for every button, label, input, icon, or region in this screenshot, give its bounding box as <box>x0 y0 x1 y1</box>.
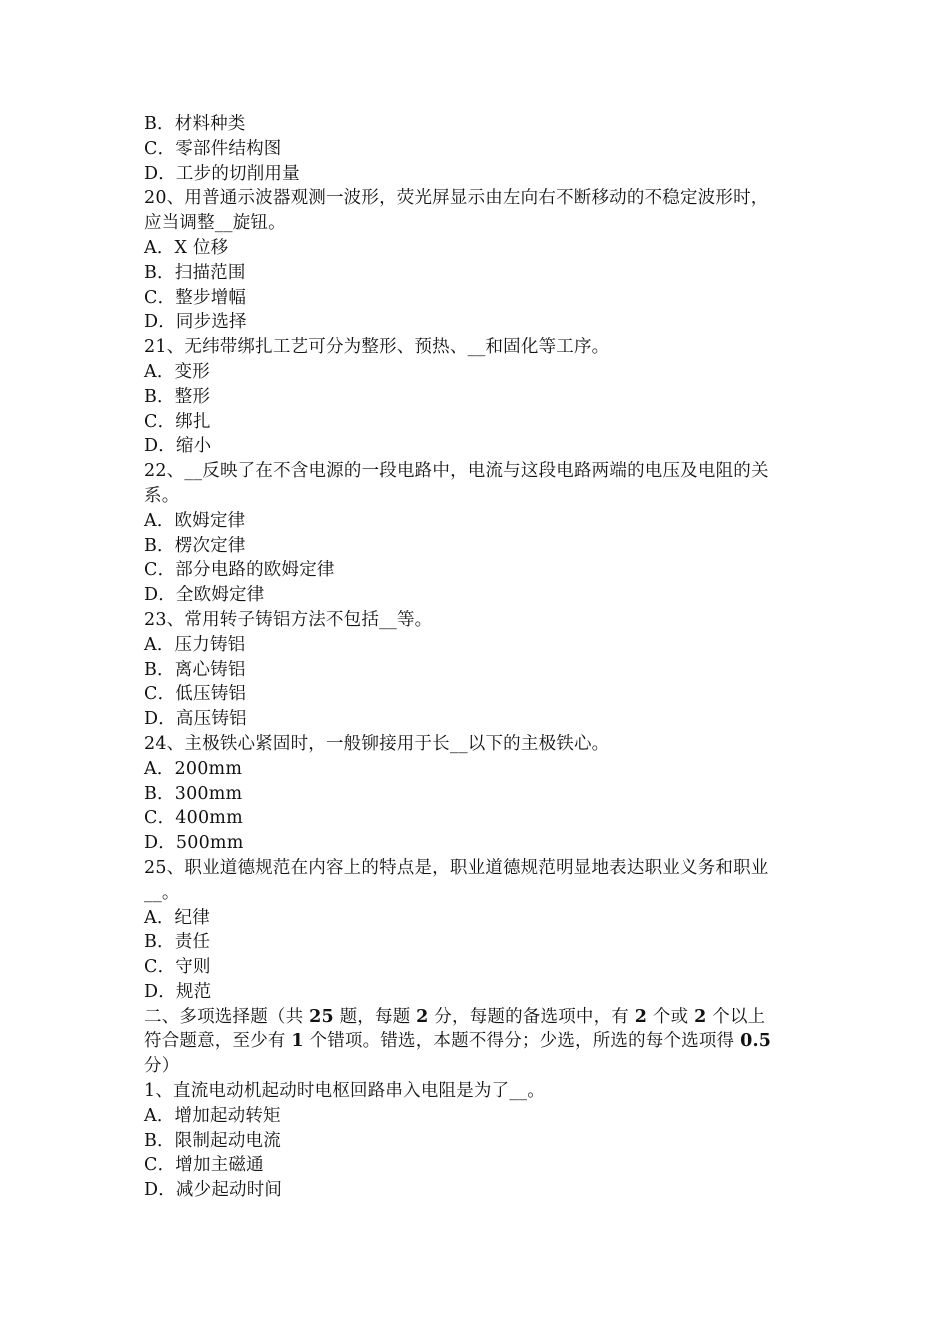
q20-option-d: D．同步选择 <box>144 312 247 333</box>
q24-option-b: B．300mm <box>144 783 243 804</box>
q25-option-c: C．守则 <box>144 957 211 978</box>
q20-stem-line1: 20、用普通示波器观测一波形，荧光屏显示由左向右不断移动的不稳定波形时， <box>144 188 769 209</box>
q24-stem: 24、主极铁心紧固时，一般铆接用于长__以下的主极铁心。 <box>144 733 610 754</box>
m1-option-c: C．增加主磁通 <box>144 1155 264 1176</box>
q25-option-d: D．规范 <box>144 981 212 1002</box>
section2-points-per-question: 2 <box>416 1006 429 1027</box>
q25-stem-line2: __。 <box>144 882 180 903</box>
q23-option-d: D．高压铸铝 <box>144 709 247 730</box>
q22-stem-line2: 系。 <box>144 485 180 506</box>
q20-option-b: B．扫描范围 <box>144 262 246 283</box>
q19-option-d: D．工步的切削用量 <box>144 163 300 184</box>
m1-option-b: B．限制起动电流 <box>144 1130 281 1151</box>
section2-question-count: 25 <box>309 1006 334 1027</box>
section2-heading-line1 <box>144 1005 808 1030</box>
q24-option-d: D．500mm <box>144 833 244 854</box>
section2-text: 分，每题的备选项中，有 <box>428 1006 635 1027</box>
q23-option-c: C．低压铸铝 <box>144 684 247 705</box>
q22-option-c: C．部分电路的欧姆定律 <box>144 560 335 581</box>
section2-text: 个错项。错选，本题不得分；少选，所选的每个选项得 <box>303 1031 741 1052</box>
q22-option-b: B．楞次定律 <box>144 535 246 556</box>
section2-number: 2 <box>694 1006 707 1027</box>
q22-option-a: A．欧姆定律 <box>144 510 246 531</box>
q20-option-c: C．整步增幅 <box>144 287 247 308</box>
section2-text: 二、多项选择题（共 <box>144 1006 310 1027</box>
q24-option-a: A．200mm <box>144 758 243 779</box>
q21-option-a: A．变形 <box>144 361 210 382</box>
q23-stem: 23、常用转子铸铝方法不包括__等。 <box>144 609 433 630</box>
document-page <box>144 112 808 1203</box>
q25-option-b: B．责任 <box>144 932 211 953</box>
m1-option-d: D．减少起动时间 <box>144 1180 283 1201</box>
section2-text: 个以上 <box>706 1006 766 1027</box>
q21-option-c: C．绑扎 <box>144 411 211 432</box>
q23-option-b: B．离心铸铝 <box>144 659 246 680</box>
q19-option-b: B．材料种类 <box>144 114 246 134</box>
q22-option-d: D．全欧姆定律 <box>144 585 265 606</box>
q25-stem-line1: 25、职业道德规范在内容上的特点是，职业道德规范明显地表达职业义务和职业 <box>144 857 769 878</box>
q20-option-a: A．X 位移 <box>144 237 229 258</box>
q24-option-c: C．400mm <box>144 808 243 829</box>
section2-text: 符合题意，至少有 <box>144 1031 292 1052</box>
section2-number: 2 <box>634 1006 648 1027</box>
q19-option-c: C．零部件结构图 <box>144 138 282 159</box>
section2-text: 题，每题 <box>333 1006 417 1027</box>
m1-option-a: A．增加起动转矩 <box>144 1105 281 1126</box>
q20-stem-line2: 应当调整__旋钮。 <box>144 213 286 234</box>
section2-heading-line2 <box>144 1029 808 1054</box>
q21-option-d: D．缩小 <box>144 436 212 457</box>
q21-option-b: B．整形 <box>144 386 211 407</box>
section2-text: 个或 <box>647 1006 695 1027</box>
section2-heading-line3: 分） <box>144 1056 180 1077</box>
q22-stem-line1: 22、__反映了在不含电源的一段电路中，电流与这段电路两端的电压及电阻的关 <box>144 461 769 482</box>
q21-stem: 21、无纬带绑扎工艺可分为整形、预热、__和固化等工序。 <box>144 337 610 358</box>
section2-partial-points: 0.5 <box>740 1031 772 1052</box>
q25-option-a: A．纪律 <box>144 907 210 928</box>
m1-stem: 1、直流电动机起动时电枢回路串入电阻是为了__。 <box>144 1081 545 1102</box>
q23-option-a: A．压力铸铝 <box>144 634 246 655</box>
section2-number: 1 <box>291 1031 304 1052</box>
